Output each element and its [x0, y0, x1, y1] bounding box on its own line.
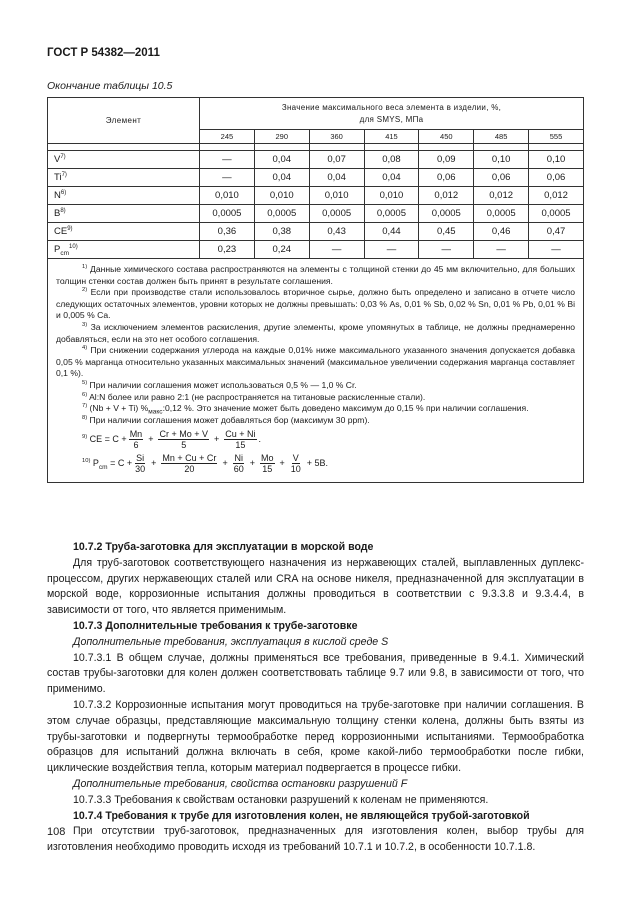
value-cell: 0,0005 [419, 205, 474, 223]
value-cell: — [419, 241, 474, 259]
subheading: Дополнительные требования, эксплуатация в кислой среде S [73, 635, 389, 648]
value-cell: — [529, 241, 584, 259]
footnote: $^{4)}$ При снижении содержания углерода на каждые 0,01% ниже максимального указанного значения допускается добавка 0,05 % марганца относительно указанных максимальных значений (максимальное увеличении содержания марганца составляет 0,1 %). [56, 345, 576, 379]
table-row [48, 205, 584, 223]
subheading: Дополнительные требования, свойства остановки разрушений F [73, 777, 408, 790]
fraction: $\frac{Ni}{60}$ [233, 453, 244, 475]
fraction: $\frac{Cr + Mo + V}{5}$ [159, 429, 208, 451]
table-body [48, 151, 584, 259]
value-cell: 0,36 [200, 223, 255, 241]
value-cell: 0,43 [309, 223, 364, 241]
value-cell: 0,06 [419, 169, 474, 187]
table-row [48, 223, 584, 241]
smys-header-line2: для SMYS, МПа [359, 114, 424, 124]
paragraph: 10.7.3.2 Коррозионные испытания могут проводиться на трубе-заготовке при наличии соглашения. В этом случае образцы, представляющие максимальную толщину стенки колена, должны быть взяты из трубы-заготовки и подвергнуты термообработке перед коррозионными испытаниями. Термообработка образцов для испытаний должна включать в себя, кроме какой-либо термообработки после гибки, циклические воздействия тепла, которым материал подвергается в процессе гибки. [47, 698, 584, 775]
table-row [48, 241, 584, 259]
value-cell: 0,06 [529, 169, 584, 187]
value-cell: 0,10 [474, 151, 529, 169]
value-cell: 0,04 [254, 151, 309, 169]
value-cell: 0,0005 [364, 205, 419, 223]
composition-table [47, 97, 584, 483]
value-cell: 0,09 [419, 151, 474, 169]
value-cell: 0,0005 [254, 205, 309, 223]
smys-group-header [200, 98, 584, 130]
value-cell: 0,46 [474, 223, 529, 241]
value-cell: 0,47 [529, 223, 584, 241]
formula-ce: $^{9)}$ CE = C + $\frac{Mn}{6}$ + $\frac{Cr + Mo + V}{5}$ + $\frac{Cu + Ni}{15}$ . [82, 429, 262, 451]
fraction: $\frac{Mn}{6}$ [129, 429, 143, 451]
smys-header-cell: 485 [474, 130, 529, 144]
formula-lhs: CE = C + [89, 434, 127, 445]
value-cell: 0,04 [309, 169, 364, 187]
smys-header-line1: Значение максимального веса элемента в изделии, %, [281, 102, 502, 112]
footnote-mark: 4) [82, 345, 88, 352]
value-cell: 0,010 [254, 187, 309, 205]
footnote-mark: 2) [82, 287, 88, 294]
value-cell: 0,0005 [529, 205, 584, 223]
table-row [48, 151, 584, 169]
smys-header-cell: 360 [309, 130, 364, 144]
value-cell: 0,010 [200, 187, 255, 205]
footnote-mark: 6) [82, 391, 88, 398]
value-cell: 0,06 [474, 169, 529, 187]
element-cell: Ti$^{7)}$ [48, 169, 200, 187]
footnote: $^{6)}$ Al:N более или равно 2:1 (не распространяется на титановые раскисленные стали). [82, 391, 426, 402]
value-cell: 0,38 [254, 223, 309, 241]
footnote: $^{1)}$ Данные химического состава распространяются на элементы с толщиной стенки до 45 мм включительно, для больших толщин стенки состав должен быть принят в результате соглашения. [56, 264, 575, 286]
value-cell: — [200, 169, 255, 187]
value-cell: — [364, 241, 419, 259]
page-number: 108 [47, 826, 66, 838]
smys-header-cell: 450 [419, 130, 474, 144]
section-heading: 10.7.3 Дополнительные требования к трубе-заготовке [73, 619, 358, 632]
value-cell: — [200, 151, 255, 169]
footnote: $^{7)}$ (Nb + V + Ti) $\%_{макс}:0,12$ %. Это значение может быть доведено максимум до 0,15 % при наличии соглашения. [82, 403, 529, 416]
value-cell: 0,24 [254, 241, 309, 259]
paragraph: При отсутствии труб-заготовок, предназначенных для изготовления колен, выбор трубы для изготовления необходимо проводить исходя из требований 10.7.1 и 10.7.2, в особенности 10.7.1.8. [47, 825, 584, 854]
value-cell: 0,0005 [200, 205, 255, 223]
value-cell: 0,0005 [474, 205, 529, 223]
formula-mark: 10) [82, 458, 91, 465]
element-cell: $P_{cm}^{10)}$ [48, 241, 200, 259]
value-cell: 0,010 [364, 187, 419, 205]
value-cell: 0,010 [309, 187, 364, 205]
value-cell: 0,012 [474, 187, 529, 205]
footnote-list [56, 264, 575, 426]
footnote-mark: 1) [82, 264, 88, 271]
fraction: $\frac{Cu + Ni}{15}$ [225, 429, 256, 451]
element-cell: $B^{8)}$ [48, 205, 200, 223]
table-footnotes [48, 259, 584, 483]
footnote-mark: 5) [82, 380, 88, 387]
fraction: $\frac{V}{10}$ [290, 453, 301, 475]
body-text [47, 540, 584, 856]
value-cell: 0,45 [419, 223, 474, 241]
element-cell: $V^{7)}$ [48, 151, 200, 169]
value-cell: 0,04 [254, 169, 309, 187]
paragraph: 10.7.3.3 Требования к свойствам остановки разрушений к коленам не применяются. [73, 793, 489, 806]
fraction: $\frac{Mn + Cu + Cr}{20}$ [162, 453, 217, 475]
smys-header-cell: 290 [254, 130, 309, 144]
document-header: ГОСТ Р 54382—2011 [47, 47, 160, 59]
value-cell: 0,07 [309, 151, 364, 169]
value-cell: 0,44 [364, 223, 419, 241]
fraction: $\frac{Si}{30}$ [135, 453, 146, 475]
footnote: $^{2)}$ Если при производстве стали использовалось вторичное сырье, должно быть определено и записано в отчете число следующих остаточных элементов, уровни которых не должны превышать: 0,03 % As, 0,01 % Sb, 0,02 % Sn, 0,01 % Pb, 0,01 % Bi и 0,005 % Ca. [56, 287, 575, 321]
footnote: $^{8)}$ При наличии соглашения может добавляться бор (максимум 30 ppm). [82, 414, 370, 425]
value-cell: 0,04 [364, 169, 419, 187]
element-column-header: Элемент [48, 98, 200, 144]
footnote: $^{3)}$ За исключением элементов раскисления, другие элементы, кроме упомянутых в таблице, не должны преднамеренно добавляться, если на это нет особого соглашения. [56, 321, 575, 344]
value-cell: — [474, 241, 529, 259]
footnote-mark: 7) [82, 403, 88, 410]
value-cell: 0,012 [419, 187, 474, 205]
paragraph: Для труб-заготовок соответствующего назначения из нержавеющих сталей, выплавленных дуплекс-процессом, других нержавеющих сталей или CRA на основе никеля, предназначенной для эксплуатации в морской воде, коррозионные испытания должны проводиться в соответствии с 9.3.3.8 и 9.3.4.4, в зависимости от того, что является применимым. [47, 556, 584, 617]
section-heading: 10.7.2 Труба-заготовка для эксплуатации в морской воде [73, 541, 374, 553]
table-row [48, 187, 584, 205]
element-cell: $N^{6)}$ [48, 187, 200, 205]
spacer-row [48, 144, 584, 151]
section-heading: 10.7.4 Требования к трубе для изготовления колен, не являющейся трубой-заготовкой [73, 809, 530, 822]
table-continuation-caption: Окончание таблицы 10.5 [47, 80, 173, 92]
footnote-mark: 8) [82, 414, 88, 421]
formula-mark: 9) [82, 434, 88, 441]
smys-header-cell: 415 [364, 130, 419, 144]
value-cell: 0,0005 [309, 205, 364, 223]
formula-pcm: $^{10)}$ $P_{cm} = C$ + $\frac{Si}{30}$ + $\frac{Mn + Cu + Cr}{20}$ + $\frac{Ni}{60}$ + $\frac{Mo}{15}$ + $\frac{V}{10}$ + 5B. [82, 453, 329, 475]
value-cell: 0,08 [364, 151, 419, 169]
paragraph: 10.7.3.1 В общем случае, должны применяться все требования, приведенные в 9.4.1. Химический состав трубы-заготовки для колен должен соответствовать таблице 9.7 или 9.8, в зависимости от того, что применимо. [47, 651, 584, 696]
smys-header-cell: 245 [200, 130, 255, 144]
value-cell: 0,012 [529, 187, 584, 205]
value-cell: 0,10 [529, 151, 584, 169]
fraction: $\frac{Mo}{15}$ [260, 453, 274, 475]
value-cell: 0,23 [200, 241, 255, 259]
table-row [48, 169, 584, 187]
value-cell: — [309, 241, 364, 259]
footnote-mark: 3) [82, 322, 88, 329]
element-cell: CE$^{9)}$ [48, 223, 200, 241]
footnote: $^{5)}$ При наличии соглашения может использоваться 0,5 % — 1,0 % Cr. [82, 379, 357, 390]
smys-header-cell: 555 [529, 130, 584, 144]
